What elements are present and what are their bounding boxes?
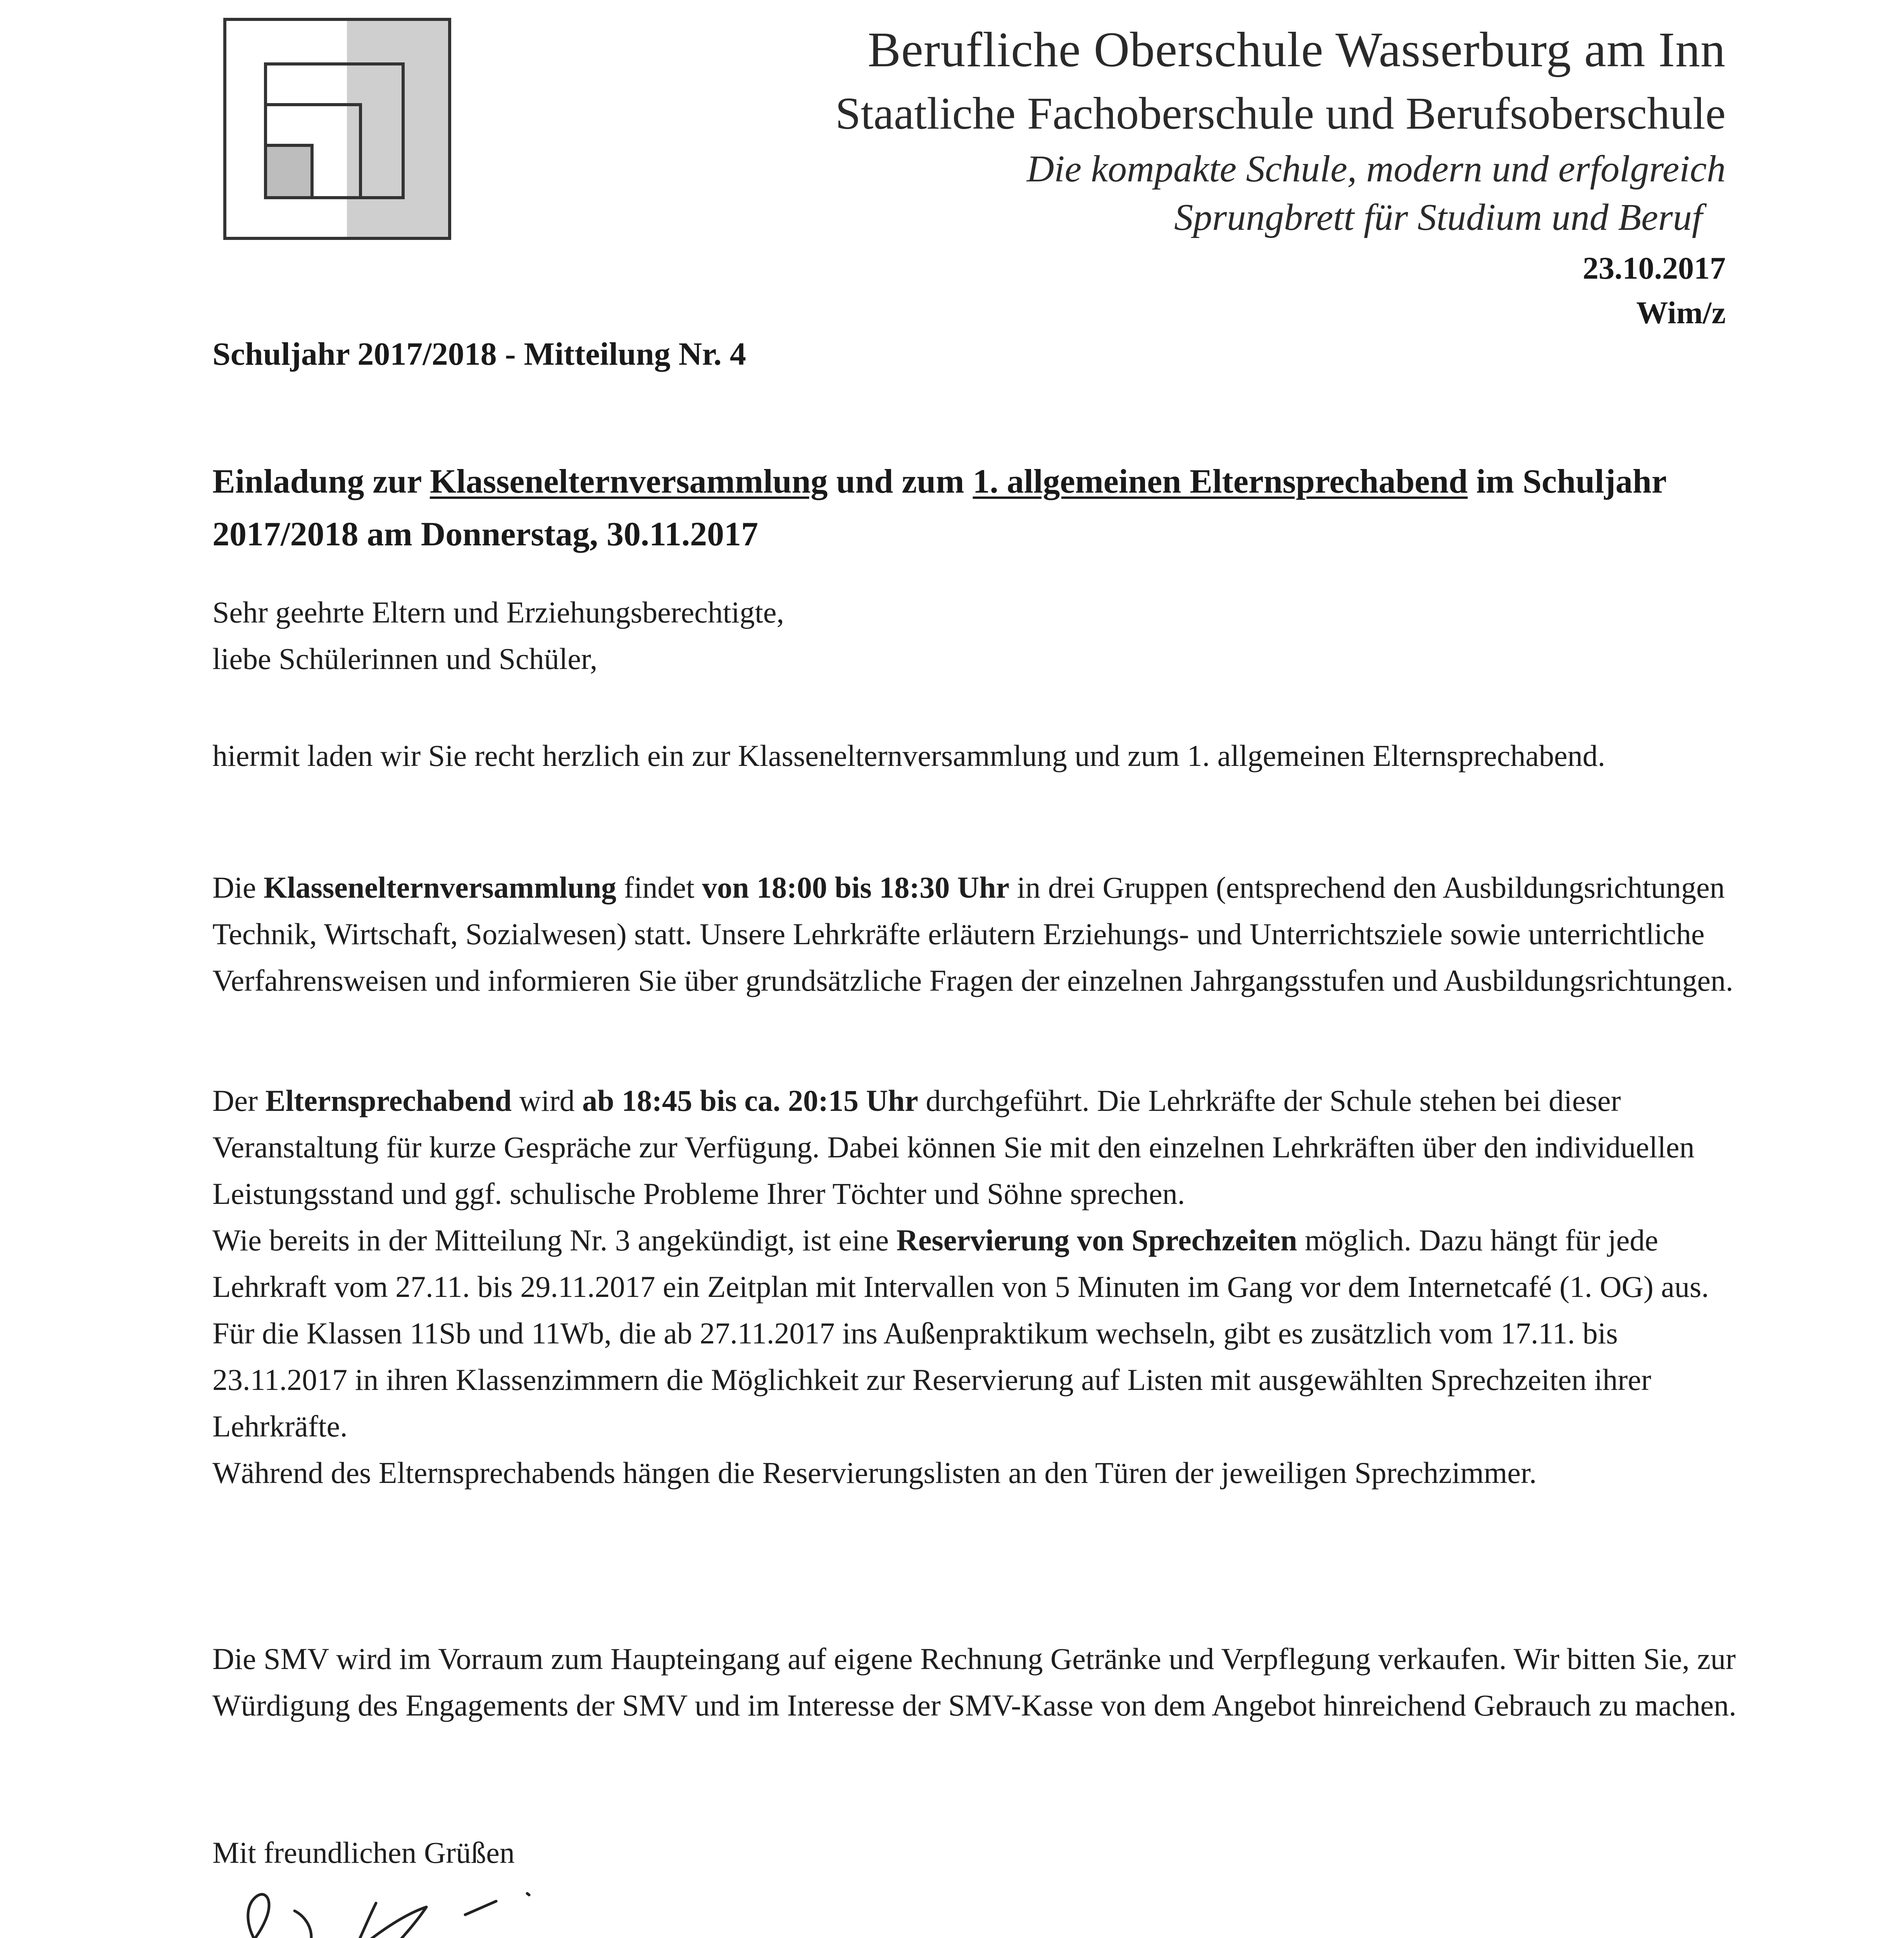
- text-run: Während des Elternsprechabends hängen die Reservierungslisten an den Türen der jeweiligen Sprechzimmer.: [212, 1456, 1537, 1490]
- salutation-line: Sehr geehrte Eltern und Erziehungsberechtigte,: [212, 595, 784, 629]
- text-run: wird: [512, 1084, 583, 1117]
- paragraph-parents-evening: [212, 1078, 1747, 1496]
- bold-run: von 18:00 bis 18:30 Uhr: [702, 871, 1010, 904]
- letter-title: [212, 455, 1740, 561]
- text-run: durchgeführt. Die Lehrkräfte der Schule stehen bei dieser Veranstaltung für kurze Gespräche zur Verfügung. Dabei können Sie mit den einzelnen Lehrkräften über den individuellen Leistungsstand und ggf. schulische Probleme Ihrer Töchter und Söhne sprechen.: [212, 1084, 1695, 1210]
- bold-run: ab 18:45 bis ca. 20:15 Uhr: [582, 1084, 918, 1117]
- smv-text: Die SMV wird im Vorraum zum Haupteingang auf eigene Rechnung Getränke und Verpflegung verkaufen. Wir bitten Sie, zur Würdigung des Engagements der SMV und im Interesse der SMV-Kasse von dem Angebot hinreichend Gebrauch zu machen.: [212, 1642, 1737, 1722]
- text-run: Wie bereits in der Mitteilung Nr. 3 angekündigt, ist eine: [212, 1223, 897, 1257]
- school-name: Berufliche Oberschule Wasserburg am Inn: [867, 22, 1726, 77]
- school-motto-line1: Die kompakte Schule, modern und erfolgreich: [1026, 148, 1726, 190]
- title-text: und zum: [828, 463, 973, 500]
- notice-number: Schuljahr 2017/2018 - Mitteilung Nr. 4: [212, 336, 746, 372]
- title-text: Einladung zur: [212, 463, 430, 500]
- text-run: möglich. Dazu hängt für jede Lehrkraft vom 27.11. bis 29.11.2017 ein Zeitplan mit Intervallen von 5 Minuten im Gang vor dem Internetcafé (1. OG) aus. Für die Klassen 11Sb und 11Wb, die ab 27.11.2017 ins Außenpraktikum wechseln, gibt es zusätzlich vom 17.11. bis 23.11.2017 in ihren Klassenzimmern die Möglichkeit zur Reservierung auf Listen mit ausgewählten Sprechzeiten ihrer Lehrkräfte.: [212, 1223, 1709, 1443]
- letter-date: 23.10.2017: [1583, 250, 1726, 286]
- closing: Mit freundlichen Grüßen: [212, 1836, 515, 1869]
- bold-run: Reservierung von Sprechzeiten: [896, 1223, 1297, 1257]
- title-text: im Schuljahr 2017/2018 am Donnerstag, 30.11.2017: [212, 463, 1666, 553]
- school-type: Staatliche Fachoberschule und Berufsoberschule: [835, 88, 1726, 139]
- paragraph-smv: [212, 1636, 1747, 1729]
- letter-reference: Wim/z: [1636, 295, 1726, 330]
- intro-paragraph: [212, 733, 1747, 779]
- text-run: in drei Gruppen (entsprechend den Ausbildungsrichtungen Technik, Wirtschaft, Sozialwesen) statt. Unsere Lehrkräfte erläutern Erziehungs- und Unterrichtsziele sowie unterrichtliche Verfahrensweisen und informieren Sie über grundsätzliche Fragen der einzelnen Jahrgangsstufen und Ausbildungsrichtungen.: [212, 871, 1733, 997]
- title-underlined-meeting: Klassenelternversammlung: [429, 463, 828, 500]
- bold-run: Klassenelternversammlung: [264, 871, 617, 904]
- text-run: Der: [212, 1084, 266, 1117]
- text-run: Die: [212, 871, 264, 904]
- title-underlined-evening: 1. allgemeinen Elternsprechabend: [973, 463, 1468, 500]
- salutation: [212, 589, 1747, 682]
- salutation-line: liebe Schülerinnen und Schüler,: [212, 642, 598, 676]
- school-logo: [223, 17, 452, 240]
- bold-run: Elternsprechabend: [265, 1084, 512, 1117]
- intro-text: hiermit laden wir Sie recht herzlich ein zur Klassenelternversammlung und zum 1. allgemeinen Elternsprechabend.: [212, 739, 1606, 772]
- text-run: findet: [616, 871, 702, 904]
- school-motto-line2: Sprungbrett für Studium und Beruf: [1174, 197, 1702, 238]
- paragraph-class-meeting: [212, 864, 1747, 1004]
- handwritten-signature: [194, 1872, 814, 1938]
